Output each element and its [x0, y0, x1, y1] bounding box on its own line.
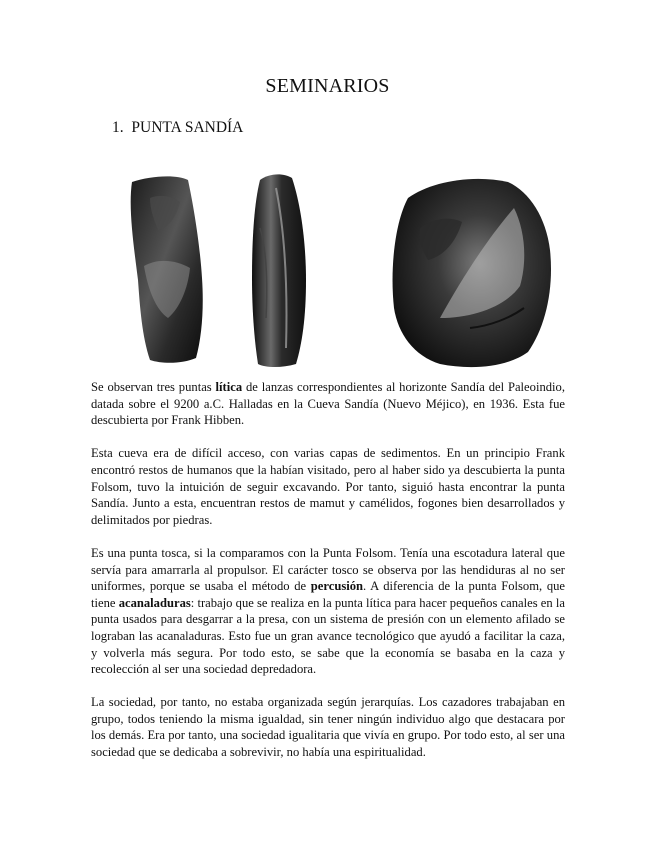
stone-point-middle	[252, 174, 306, 367]
stone-point-right	[393, 179, 551, 367]
paragraph-4-run-1: La sociedad, por tanto, no estaba organizada según jerarquías. Los cazadores trabajaban en grupo, todos teniendo la misma igualdad, sin tener ningún individuo algo que destacara por los demás. Era por tanto, una sociedad igualitaria que vivía en grupo. Por todo esto, al ser una sociedad que se dedicaba a sobrevivir, no había una espiritualidad.	[91, 695, 565, 760]
paragraph-3	[91, 545, 565, 678]
paragraph-2-run-1: Esta cueva era de difícil acceso, con varias capas de sedimentos. En un principio Frank encontró restos de humanos que la habían visitado, pero al haber sido ya descubierta la punta Folsom, tuvo la intuición de seguir excavando. Por tanto, siguió hasta encontrar la punta Sandía. Junto a esta, encuentran restos de mamut y camélidos, fogones bien desarrollados y delimitados por piedras.	[91, 446, 565, 527]
section-heading	[112, 119, 243, 137]
paragraph-1-run-1: Se observan tres puntas	[91, 380, 216, 394]
paragraph-3-run-4: acanaladuras	[118, 595, 191, 610]
paragraph-1-run-2: lítica	[215, 380, 243, 394]
paragraph-4	[91, 694, 565, 760]
paragraph-3-run-2: percusión	[310, 579, 364, 594]
section-number: 1.	[112, 119, 124, 136]
paragraph-1	[91, 379, 565, 429]
section-title: PUNTA SANDÍA	[131, 119, 244, 136]
body-text	[91, 379, 565, 777]
stone-points-photo	[110, 168, 560, 373]
paragraph-3-run-5: : trabajo que se realiza en la punta lítica para hacer pequeños canales en la punta usados para desgarrar a la presa, con un sistema de presión con un elemento afilado se lograban las acanaladuras. Esto fue un gran avance tecnológico que ayudó a facilitar la caza, y volverla más segura. Por todo esto, se sabe que la economía se basaba en la caza y recolección al ser una sociedad depredadora.	[91, 595, 565, 677]
paragraph-1-run-3: de lanzas correspondientes al horizonte Sandía del Paleoindio, datada sobre el 9200 a.C. Halladas en la Cueva Sandía (Nuevo Méjico), en 1936. Esta fue descubierta por Frank Hibben.	[91, 380, 565, 428]
stone-point-left	[131, 176, 203, 362]
page-title: SEMINARIOS	[265, 75, 390, 97]
paragraph-3-run-1: Es una punta tosca, si la comparamos con la Punta Folsom. Tenía una escotadura lateral que servía para amarrarla al propulsor. El carácter tosco se observa por las hendiduras al no ser uniformes, porque se usaba el método de	[91, 545, 565, 594]
paragraph-3-run-3: . A diferencia de la punta Folsom, que tiene	[91, 579, 565, 610]
paragraph-2	[91, 445, 565, 528]
stone-points-illustration	[110, 168, 560, 373]
